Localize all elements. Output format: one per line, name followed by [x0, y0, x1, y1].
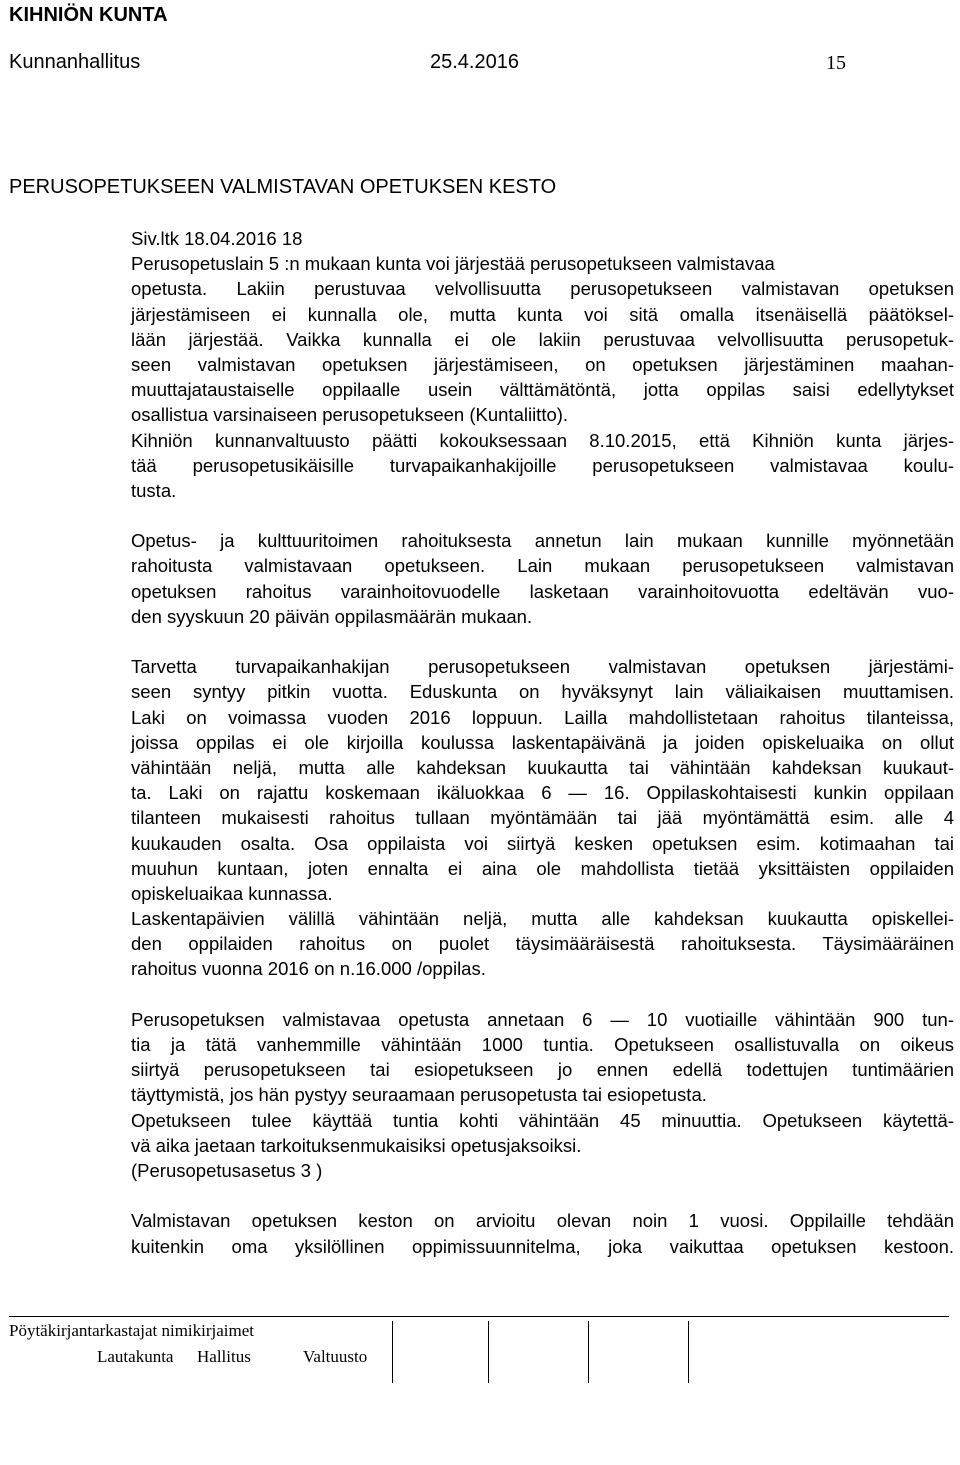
- body-line: täyttymistä, jos hän pystyy seuraamaan perusopetusta tai esiopetusta.: [131, 1084, 707, 1106]
- body-line: vä aika jaetaan tarkoituksenmukaisiksi opetusjaksoiksi.: [131, 1134, 582, 1156]
- meeting-date: 25.4.2016: [430, 51, 519, 73]
- body-line: Perusopetuksen valmistavaa opetusta annetaan 6 — 10 vuotiaille vähintään 900 tun-: [131, 1008, 954, 1030]
- municipality-name: KIHNIÖN KUNTA: [9, 4, 168, 26]
- paragraph-gap: [131, 503, 954, 528]
- body-line: rahoitusta valmistavaan opetukseen. Lain mukaan perusopetukseen valmistavan: [131, 555, 954, 577]
- body-line: Kihniön kunnanvaltuusto päätti kokouksessaan 8.10.2015, että Kihniön kunta järjes-: [131, 429, 954, 451]
- body-line: muuhun kuntaan, joten ennalta ei aina ole mahdollista tietää yksittäisten oppilaiden: [131, 857, 954, 879]
- section-title: PERUSOPETUKSEEN VALMISTAVAN OPETUKSEN KESTO: [9, 176, 557, 198]
- body-line: opetuksen rahoitus varainhoitovuodelle lasketaan varainhoitovuotta edeltävän vuo-: [131, 580, 954, 602]
- label-hallitus: Hallitus: [197, 1347, 251, 1366]
- paragraph-gap: [131, 982, 954, 1007]
- body-line: Opetus- ja kulttuuritoimen rahoituksesta annetun lain mukaan kunnille myönnetään: [131, 530, 954, 552]
- body-line: joissa oppilas ei ole kirjoilla koulussa laskentapäivänä ja joiden opiskeluaika on ollut: [131, 731, 954, 753]
- body-line: Opetukseen tulee käyttää tuntia kohti vähintään 45 minuuttia. Opetukseen käytettä-: [131, 1109, 954, 1131]
- body-line: seen syntyy pitkin vuotta. Eduskunta on hyväksynyt lain väliaikaisen muuttamisen.: [131, 681, 954, 703]
- body-line: osallistua varsinaiseen perusopetukseen (Kuntaliitto).: [131, 404, 569, 426]
- label-lautakunta: Lautakunta: [97, 1347, 174, 1366]
- paragraph-gap: [131, 629, 954, 654]
- body-line: ta. Laki on rajattu koskemaan ikäluokkaa 6 — 16. Oppilaskohtaisesti kunkin oppilaan: [131, 782, 954, 804]
- signature-title: Pöytäkirjantarkastajat nimikirjaimet: [9, 1321, 255, 1340]
- body-line: tia ja tätä vanhemmille vähintään 1000 tuntia. Opetukseen osallistuvalla on oikeus: [131, 1034, 954, 1055]
- body-line: Tarvetta turvapaikanhakijan perusopetukseen valmistavan opetuksen järjestämi-: [131, 656, 954, 678]
- body-line: kuitenkin oma yksilöllinen oppimissuunnitelma, joka vaikuttaa opetuksen kestoon.: [131, 1235, 954, 1257]
- signature-box-2: [488, 1321, 589, 1383]
- body-line: Siv.ltk 18.04.2016 18: [131, 228, 303, 249]
- body-line: tilanteen mukaisesti rahoitus tullaan myöntämään tai jää myöntämättä esim. alle 4: [131, 807, 954, 829]
- body-line: (Perusopetusasetus 3 ): [131, 1159, 323, 1181]
- body-line: den syyskuun 20 päivän oppilasmäärän mukaan.: [131, 605, 533, 627]
- body-line: siirtyä perusopetukseen tai esiopetukseen jo ennen edellä todettujen tuntimäärien: [131, 1059, 954, 1081]
- paragraph-gap: [131, 1183, 954, 1208]
- body-line: opiskeluaikaa kunnassa.: [131, 882, 333, 904]
- body-line: Valmistavan opetuksen keston on arvioitu olevan noin 1 vuosi. Oppilaille tehdään: [131, 1210, 954, 1232]
- label-valtuusto: Valtuusto: [303, 1347, 368, 1366]
- signature-box-4: [688, 1321, 789, 1383]
- body-line: järjestämiseen ei kunnalla ole, mutta kunta voi sitä omalla itsenäisellä päätöksel-: [131, 303, 954, 325]
- body-line: den oppilaiden rahoitus on puolet täysimääräisestä rahoituksesta. Täysimääräinen: [131, 933, 954, 955]
- signature-box-1: [392, 1321, 493, 1383]
- body-line: lään järjestää. Vaikka kunnalla ei ole lakiin perustuvaa velvollisuutta perusopetuk-: [131, 328, 954, 350]
- body-text: [131, 226, 954, 1259]
- signature-divider: [9, 1316, 949, 1317]
- body-line: opetusta. Lakiin perustuvaa velvollisuutta perusopetukseen valmistavan opetuksen: [131, 278, 954, 300]
- body-line: muuttajataustaiselle oppilaalle usein välttämätöntä, jotta oppilas saisi edellytykset: [131, 379, 954, 401]
- page-number: 15: [826, 52, 846, 74]
- body-line: tusta.: [131, 479, 177, 501]
- body-line: tää perusopetusikäisille turvapaikanhakijoille perusopetukseen valmistavaa koulu-: [131, 454, 954, 476]
- body-line: seen valmistavan opetuksen järjestämiseen, on opetuksen järjestäminen maahan-: [131, 353, 954, 375]
- body-line: Perusopetuslain 5 :n mukaan kunta voi järjestää perusopetukseen valmistavaa: [131, 253, 775, 275]
- body-line: Laskentapäivien välillä vähintään neljä, mutta alle kahdeksan kuukautta opiskellei-: [131, 908, 954, 930]
- body-line: vähintään neljä, mutta alle kahdeksan kuukautta tai vähintään kahdeksan kuukaut-: [131, 756, 954, 778]
- body-line: rahoitus vuonna 2016 on n.16.000 /oppilas.: [131, 958, 486, 980]
- body-line: kuukauden osalta. Osa oppilaista voi siirtyä kesken opetuksen esim. kotimaahan tai: [131, 832, 954, 854]
- signature-box-3: [588, 1321, 689, 1383]
- meeting-body: Kunnanhallitus: [9, 51, 141, 73]
- body-line: Laki on voimassa vuoden 2016 loppuun. Lailla mahdollistetaan rahoitus tilanteissa,: [131, 706, 954, 728]
